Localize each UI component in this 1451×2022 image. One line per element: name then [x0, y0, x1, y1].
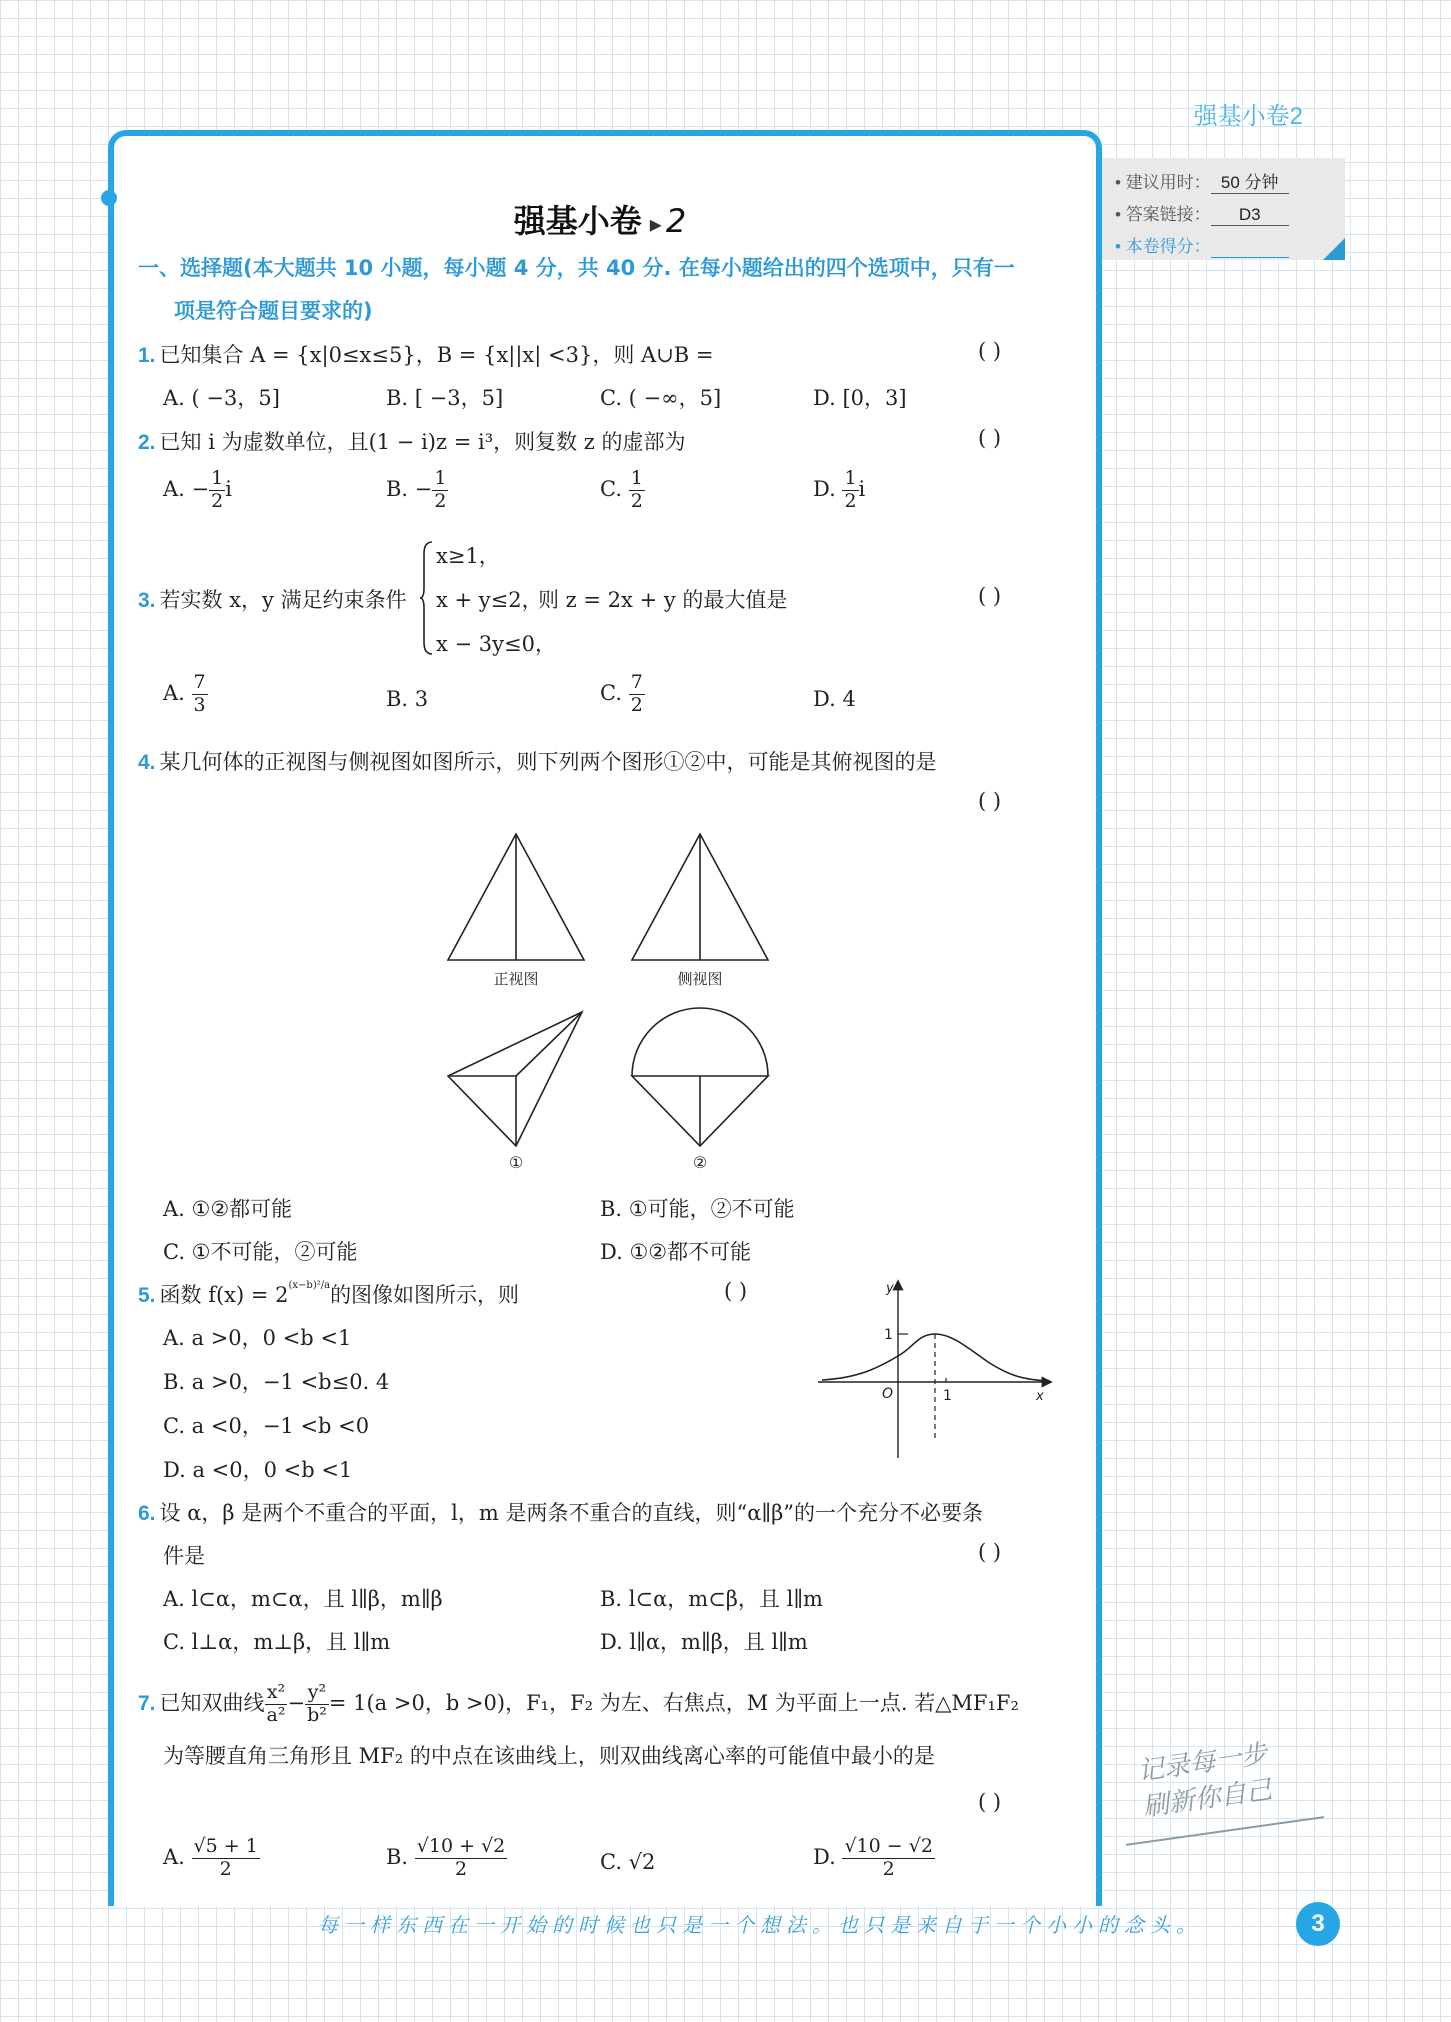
q2-b-label: B. −	[386, 476, 433, 501]
q6-text-line1: 设 α，β 是两个不重合的平面，l，m 是两条不重合的直线，则“α∥β”的一个充分不必要条	[159, 1501, 983, 1525]
q4-option-a[interactable]: A. ①②都可能	[163, 1197, 293, 1221]
q7-y2: y²	[305, 1682, 329, 1705]
q7-minus: −	[287, 1690, 306, 1715]
q5-option-a[interactable]: A. a >0，0 <b <1	[163, 1326, 352, 1350]
q2-option-d[interactable]	[813, 468, 865, 513]
score-value[interactable]	[1211, 237, 1289, 258]
question-1	[138, 339, 713, 369]
q3-answer-paren[interactable]: ( )	[978, 584, 1002, 608]
q7-a-den: 2	[219, 1857, 232, 1880]
q3-c-num: 7	[630, 671, 643, 693]
q1-number: 1.	[138, 344, 156, 367]
q7-option-b[interactable]	[386, 1836, 507, 1881]
q2-a-label: A. −	[163, 476, 210, 501]
q3-option-b[interactable]: B. 3	[386, 687, 429, 711]
section-header-line2: 项是符合题目要求的)	[174, 299, 373, 323]
q5-option-b[interactable]: B. a >0，−1 <b≤0. 4	[163, 1370, 390, 1394]
q7-b-den: 2	[454, 1857, 468, 1880]
origin-label: O	[882, 1386, 894, 1402]
q5-number: 5.	[138, 1284, 156, 1307]
x-axis-label: x	[1036, 1389, 1044, 1404]
page-title	[0, 196, 1200, 242]
q7-a-label: A.	[163, 1844, 185, 1869]
q7-b2: b²	[307, 1703, 327, 1726]
q3-option-d[interactable]: D. 4	[813, 687, 856, 711]
q7-text-a: 已知双曲线	[159, 1690, 265, 1715]
q3-c-label: C.	[600, 680, 622, 705]
figure-2-shape	[632, 1008, 768, 1146]
q1-option-b[interactable]: B. [ −3，5]	[386, 386, 504, 410]
q6-answer-paren[interactable]: ( )	[978, 1540, 1002, 1564]
q3-c-den: 2	[630, 693, 643, 716]
q2-a-fraction	[209, 468, 225, 513]
q7-text-b: = 1(a >0，b >0)，F₁，F₂ 为左、右焦点，M 为平面上一点. 若△MF₁F₂	[328, 1690, 1019, 1715]
q6-text-line2: 件是	[163, 1544, 205, 1568]
q7-option-a[interactable]	[163, 1836, 260, 1881]
q7-answer-paren[interactable]: ( )	[978, 1790, 1002, 1814]
q7-b-fraction	[415, 1836, 507, 1881]
q7-a-fraction	[192, 1836, 260, 1881]
q7-d-den: 2	[882, 1857, 895, 1880]
q1-option-c[interactable]: C. ( −∞，5]	[600, 386, 722, 410]
q6-option-d[interactable]: D. l∥α，m∥β，且 l∥m	[600, 1630, 808, 1654]
question-2	[138, 426, 686, 456]
q2-c-den: 2	[630, 489, 643, 512]
figure-2-label: ②	[692, 1153, 708, 1172]
q2-option-a[interactable]	[163, 468, 232, 513]
answer-label: 答案链接：	[1125, 205, 1211, 224]
q2-d-i: i	[858, 476, 866, 501]
score-label: 本卷得分：	[1125, 237, 1211, 256]
q3-text-after: 则 z = 2x + y 的最大值是	[538, 588, 788, 612]
q2-text: 已知 i 为虚数单位，且(1 − i)z = i³，则复数 z 的虚部为	[159, 430, 686, 454]
q7-number: 7.	[138, 1691, 156, 1715]
q3-a-fraction	[192, 672, 208, 717]
q3-text-before: 若实数 x，y 满足约束条件	[159, 588, 407, 612]
question-7	[138, 1682, 1019, 1727]
question-3	[138, 584, 407, 614]
section-header-line1: 一、选择题(本大题共 10 小题，每小题 4 分，共 40 分. 在每小题给出的四个选项中，只有一	[138, 256, 1015, 280]
q2-d-den: 2	[844, 489, 857, 512]
answer-value: D3	[1211, 205, 1289, 226]
q3-a-label: A.	[163, 680, 185, 705]
q7-text-line2: 为等腰直角三角形且 MF₂ 的中点在该曲线上，则双曲线离心率的可能值中最小的是	[163, 1744, 935, 1768]
q2-d-num: 1	[844, 467, 857, 489]
q4-option-d[interactable]: D. ①②都不可能	[600, 1240, 752, 1264]
q7-d-label: D.	[813, 1844, 836, 1869]
q3-a-den: 3	[193, 693, 206, 716]
q3-constraint-1: x≥1，	[436, 544, 500, 568]
q3-a-num: 7	[193, 671, 206, 693]
q2-answer-paren[interactable]: ( )	[978, 426, 1002, 450]
q6-option-b[interactable]: B. l⊂α，m⊂β，且 l∥m	[600, 1587, 823, 1611]
q7-b-label: B.	[386, 1844, 409, 1869]
score-field[interactable]: • 本卷得分：	[1115, 232, 1289, 258]
q5-answer-paren[interactable]: ( )	[724, 1279, 748, 1303]
q2-number: 2.	[138, 431, 156, 454]
title-arrow-icon: ▸	[649, 210, 662, 238]
q5-text-b: 的图像如图所示，则	[330, 1283, 520, 1307]
q7-a2: a²	[266, 1703, 286, 1726]
q2-b-den: 2	[434, 489, 447, 512]
q4-option-c[interactable]: C. ①不可能，②可能	[163, 1240, 358, 1264]
q2-a-i: i	[225, 476, 232, 501]
q7-d-num: √10 − √2	[844, 1835, 933, 1857]
q2-d-fraction	[842, 468, 858, 513]
q4-text: 某几何体的正视图与侧视图如图所示，则下列两个图形①②中，可能是其俯视图的是	[159, 750, 937, 774]
front-view-triangle	[448, 834, 584, 960]
q4-number: 4.	[138, 751, 156, 774]
q2-c-num: 1	[630, 467, 643, 489]
motto-stamp	[1136, 1736, 1275, 1825]
header-tag: 强基小卷2	[1193, 103, 1303, 130]
q7-option-d[interactable]	[813, 1836, 935, 1881]
figure-1-shape	[448, 1012, 582, 1146]
q7-option-c[interactable]: C. √2	[600, 1850, 656, 1874]
q7-b-num: √10 + √2	[416, 1835, 506, 1857]
footer-quote: 每一样东西在一开始的时候也只是一个想法。也只是来自于一个小小的念头。	[318, 1913, 1202, 1937]
q1-text: 已知集合 A = {x|0≤x≤5}，B = {x||x| <3}，则 A∪B =	[159, 343, 714, 367]
q2-a-num: 1	[211, 467, 224, 489]
x-tick-label: 1	[943, 1388, 952, 1404]
corner-triangle-icon	[1323, 238, 1345, 260]
q2-c-fraction	[629, 468, 645, 513]
suggested-time: • 建议用时： 50 分钟	[1115, 168, 1289, 194]
q6-number: 6.	[138, 1502, 156, 1525]
q6-option-c[interactable]: C. l⊥α，m⊥β，且 l∥m	[163, 1630, 391, 1654]
q3-constraint-2: x + y≤2，	[436, 588, 543, 612]
q4-figure	[444, 826, 780, 1176]
q5-option-d[interactable]: D. a <0，0 <b <1	[163, 1458, 353, 1482]
bell-curve	[822, 1334, 1050, 1381]
q5-exponent: (x−b)²/a	[288, 1280, 331, 1291]
q3-brace-icon	[420, 540, 434, 656]
side-view-label: 侧视图	[677, 970, 723, 988]
q2-c-label: C.	[600, 476, 622, 501]
q2-b-fraction	[432, 468, 448, 513]
question-5	[138, 1279, 519, 1309]
q5-text-a: 函数 f(x) = 2	[159, 1283, 289, 1307]
q3-option-a[interactable]	[163, 672, 208, 717]
q3-constraint-3: x − 3y≤0，	[436, 632, 556, 656]
q2-option-c[interactable]	[600, 468, 645, 513]
answer-link: • 答案链接： D3	[1115, 200, 1289, 226]
q5-graph	[818, 1278, 1054, 1464]
front-view-label: 正视图	[493, 970, 539, 988]
y-axis-label: y	[886, 1281, 894, 1296]
q7-d-fraction	[842, 1836, 934, 1881]
q7-a-num: √5 + 1	[193, 1835, 258, 1857]
q2-option-b[interactable]	[386, 468, 448, 513]
q2-a-den: 2	[211, 489, 224, 512]
q3-option-c[interactable]	[600, 672, 645, 717]
time-value: 50 分钟	[1211, 168, 1289, 194]
y-tick-label: 1	[884, 1327, 893, 1343]
title-number: 2	[665, 202, 687, 240]
q3-c-fraction	[629, 672, 645, 717]
q2-b-num: 1	[434, 467, 447, 489]
figure-1-label: ①	[508, 1153, 524, 1172]
q5-option-c[interactable]: C. a <0，−1 <b <0	[163, 1414, 370, 1438]
question-4	[138, 746, 937, 776]
question-6	[138, 1497, 983, 1527]
page-number: 3	[1296, 1902, 1340, 1946]
q1-answer-paren[interactable]: ( )	[978, 339, 1002, 363]
q1-option-a[interactable]: A. ( −3，5]	[163, 386, 280, 410]
side-view-triangle	[632, 834, 768, 960]
q7-frac-y	[305, 1682, 329, 1727]
stamp-line2: 刷新你自己	[1141, 1774, 1274, 1823]
q7-frac-x	[265, 1682, 288, 1727]
q1-option-d[interactable]: D. [0，3]	[813, 386, 907, 410]
stamp-line1: 记录每一步	[1136, 1739, 1269, 1788]
time-label: 建议用时：	[1125, 173, 1211, 192]
title-text: 强基小卷	[513, 202, 642, 240]
q2-d-label: D.	[813, 476, 836, 501]
q6-option-a[interactable]: A. l⊂α，m⊂α，且 l∥β，m∥β	[163, 1587, 443, 1611]
q4-option-b[interactable]: B. ①可能，②不可能	[600, 1197, 795, 1221]
q4-answer-paren[interactable]: ( )	[978, 789, 1002, 813]
q7-x2: x²	[265, 1682, 288, 1705]
q3-number: 3.	[138, 589, 156, 612]
